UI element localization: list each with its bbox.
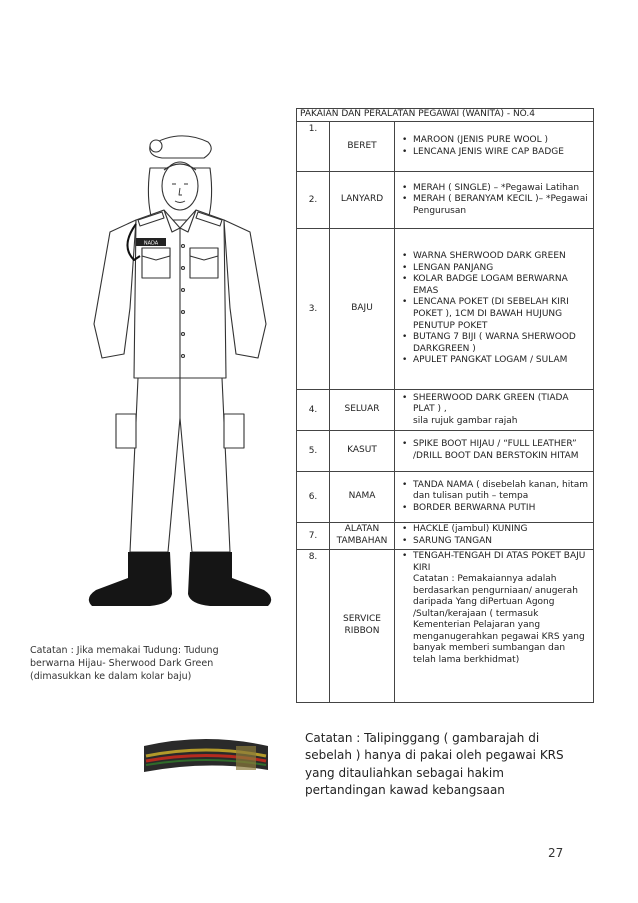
page-number: 27 xyxy=(548,846,564,860)
table-row xyxy=(297,523,594,550)
left-sleeve-shape xyxy=(94,220,136,358)
table-title-row xyxy=(297,109,594,122)
hijab-note: Catatan : Jika memakai Tudung: Tudung berwarna Hijau- Sherwood Dark Green (dimasukkan ke dalam kolar baju) xyxy=(30,645,219,682)
bullet-item: • KOLAR BADGE LOGAM BERWARNA EMAS xyxy=(413,274,589,297)
bullet-item: • SARUNG TANGAN xyxy=(413,536,589,548)
bullet-item: • HACKLE (jambul) KUNING xyxy=(413,524,589,536)
right-boot xyxy=(188,552,271,606)
bullet-item: • BORDER BERWARNA PUTIH xyxy=(413,503,589,515)
table-row xyxy=(297,431,594,472)
bullet-item: • LENGAN PANJANG xyxy=(413,263,589,275)
row-desc xyxy=(395,172,594,229)
row-item: NAMA xyxy=(330,472,395,523)
beret-badge xyxy=(150,140,162,152)
row-number: 4. xyxy=(297,390,330,431)
table-row xyxy=(297,229,594,390)
row-number: 3. xyxy=(297,229,330,390)
row-desc xyxy=(395,390,594,431)
bullet-item: • WARNA SHERWOOD DARK GREEN xyxy=(413,251,589,263)
table-row xyxy=(297,472,594,523)
bullet-item: • LENCANA POKET (DI SEBELAH KIRI POKET ), 1CM DI BAWAH HUJUNG PENUTUP POKET xyxy=(413,297,589,332)
row-number: 7. xyxy=(297,523,330,550)
belt-illustration xyxy=(140,730,272,786)
bullet-item: • SPIKE BOOT HIJAU / “FULL LEATHER” /DRILL BOOT DAN BERSTOKIN HITAM xyxy=(413,439,589,462)
row-number: 6. xyxy=(297,472,330,523)
bullet-item: • BUTANG 7 BIJI ( WARNA SHERWOOD DARKGREEN ) xyxy=(413,332,589,355)
bullet-item: • APULET PANGKAT LOGAM / SULAM xyxy=(413,355,589,367)
table-row xyxy=(297,172,594,229)
bullet-item: • TENGAH-TENGAH DI ATAS POKET BAJU KIRI xyxy=(413,551,589,574)
row-item: BAJU xyxy=(330,229,395,390)
right-sleeve-shape xyxy=(224,220,266,358)
row-desc xyxy=(395,431,594,472)
row-item: SELUAR xyxy=(330,390,395,431)
name-tag-text: NADA xyxy=(143,240,159,247)
row-item: LANYARD xyxy=(330,172,395,229)
bullet-item: • LENCANA JENIS WIRE CAP BADGE xyxy=(413,147,589,159)
table-row xyxy=(297,390,594,431)
row-desc xyxy=(395,229,594,390)
row-desc xyxy=(395,472,594,523)
row-item-line: ALATAN xyxy=(344,524,380,535)
bullet-item: • TANDA NAMA ( disebelah kanan, hitam dan tulisan putih – tempa xyxy=(413,480,589,503)
row-item-line: RIBBON xyxy=(344,626,380,636)
uniform-spec-table xyxy=(296,108,594,703)
uniform-illustration xyxy=(80,128,280,614)
row-item xyxy=(330,523,395,550)
bullet-item: • MERAH ( BERANYAM KECIL )– *Pegawai Pengurusan xyxy=(413,194,589,217)
row-number: 5. xyxy=(297,431,330,472)
row-desc xyxy=(395,523,594,550)
row-item: BERET xyxy=(330,122,395,172)
row-item-line: TAMBAHAN xyxy=(336,536,388,546)
row-item: KASUT xyxy=(330,431,395,472)
service-ribbon-note: Catatan : Pemakaiannya adalah berdasarkan pengurniaan/ anugerah daripada Yang diPertuan Agong /Sultan/kerajaan ( termasuk Kementerian Pelajaran yang menganugerahkan pegawai KRS yang banyak memberi sumbangan dan telah lama berkhidmat) xyxy=(413,574,585,665)
row-item xyxy=(330,550,395,703)
bullet-item: • MERAH ( SINGLE) – *Pegawai Latihan xyxy=(413,183,589,195)
bullet-item: • MAROON (JENIS PURE WOOL ) xyxy=(413,135,589,147)
left-boot xyxy=(89,552,172,606)
table-row xyxy=(297,550,594,703)
bullet-item: • SHEERWOOD DARK GREEN (TIADA PLAT ) , xyxy=(413,393,589,416)
table-title: PAKAIAN DAN PERALATAN PEGAWAI (WANITA) - NO.4 xyxy=(297,109,594,122)
row-number: 1. xyxy=(297,122,330,172)
table-row xyxy=(297,122,594,172)
row-desc xyxy=(395,122,594,172)
row-extra-text: sila rujuk gambar rajah xyxy=(413,415,518,426)
row-number: 8. xyxy=(297,550,330,703)
belt-buckle xyxy=(236,746,256,770)
row-item-line: SERVICE xyxy=(343,614,381,625)
row-desc xyxy=(395,550,594,703)
row-number: 2. xyxy=(297,172,330,229)
belt-note: Catatan : Talipinggang ( gambarajah di sebelah ) hanya di pakai oleh pegawai KRS yang ditauliahkan sebagai hakim pertandingan kawad kebangsaan xyxy=(305,731,564,798)
